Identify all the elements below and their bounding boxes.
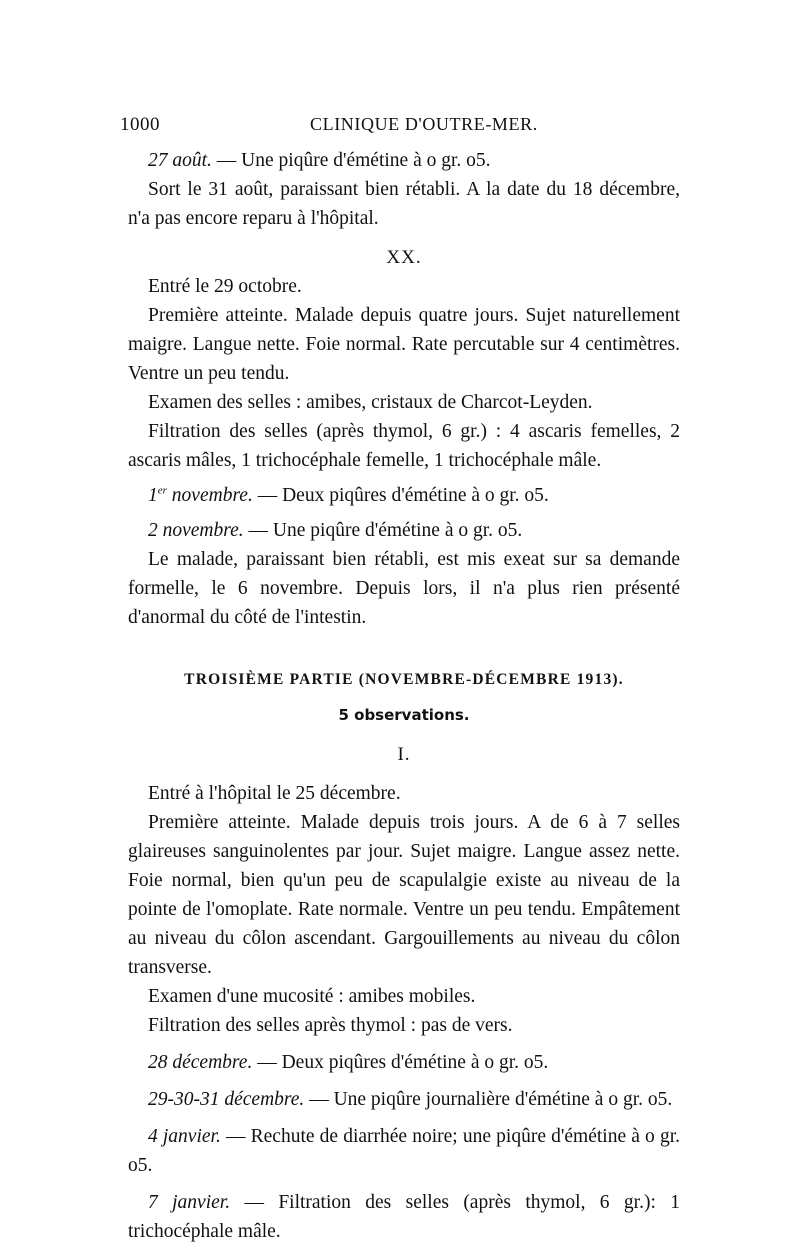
page-number: 1000 [120, 114, 160, 135]
paragraph: Examen des selles : amibes, cristaux de Charcot-Leyden. [148, 392, 593, 413]
paragraph: Première atteinte. Malade depuis trois jours. A de 6 à 7 selles glaireuses sanguinolentes par jour. Sujet maigre. Langue assez nette. Foie normal, bien qu'un peu de scapulalgie existe au niveau de la pointe de l'omoplate. Rate normale. Ventre un peu tendu. Empâtement au niveau du côlon ascendant. Gargouillements au niveau du côlon transverse. [128, 812, 680, 978]
entry-text: — Filtration des selles (après thymol, 6 gr.): 1 trichocéphale mâle. [128, 1192, 680, 1242]
paragraph: Le malade, paraissant bien rétabli, est mis exeat sur sa demande formelle, le 6 novembre. Depuis lors, il n'a plus rien présenté d'anormal du côté de l'intestin. [128, 549, 680, 628]
entry-date [148, 485, 253, 506]
page-header [120, 114, 680, 140]
page-body [128, 146, 680, 1246]
paragraph [128, 481, 680, 510]
paragraph: Première atteinte. Malade depuis quatre jours. Sujet naturellement maigre. Langue nette. Foie normal. Rate percutable sur 4 centimètres. Ventre un peu tendu. [128, 305, 680, 384]
entry-text: — Une piqûre journalière d'émétine à o gr. o5. [304, 1089, 673, 1110]
date-suffix: er [157, 484, 167, 497]
part-title: TROISIÈME PARTIE (NOVEMBRE-DÉCEMBRE 1913). [184, 671, 624, 688]
paragraph [128, 1085, 680, 1114]
paragraph [128, 1188, 680, 1246]
date-number: 1 [148, 485, 158, 506]
paragraph [128, 146, 680, 175]
paragraph [128, 1048, 680, 1077]
case-number-i: I. [397, 744, 411, 765]
entry-date: 27 août. [148, 150, 212, 171]
paragraph: Entré à l'hôpital le 25 décembre. [148, 783, 401, 804]
observations-count: 5 observations. [338, 706, 470, 724]
entry-text: — Une piqûre d'émétine à o gr. o5. [243, 520, 523, 541]
paragraph: Sort le 31 août, paraissant bien rétabli. A la date du 18 décembre, n'a pas encore reparu à l'hôpital. [128, 179, 680, 229]
paragraph: Filtration des selles (après thymol, 6 gr.) : 4 ascaris femelles, 2 ascaris mâles, 1 trichocéphale femelle, 1 trichocéphale mâle. [128, 421, 680, 471]
entry-date: 2 novembre. [148, 520, 244, 541]
entry-date: 7 janvier. [148, 1192, 231, 1213]
paragraph [128, 516, 680, 545]
paragraph: Filtration des selles après thymol : pas de vers. [148, 1015, 513, 1036]
date-month: novembre. [166, 485, 253, 506]
entry-text: — Rechute de diarrhée noire; une piqûre d'émétine à o gr. o5. [128, 1126, 680, 1176]
entry-text: — Deux piqûres d'émétine à o gr. o5. [252, 1052, 549, 1073]
entry-text: — Deux piqûres d'émétine à o gr. o5. [252, 485, 549, 506]
entry-date: 28 décembre. [148, 1052, 253, 1073]
paragraph [128, 1122, 680, 1180]
running-head: CLINIQUE D'OUTRE-MER. [310, 114, 538, 134]
paragraph: Entré le 29 octobre. [148, 276, 302, 297]
case-number-xx: XX. [386, 247, 422, 268]
paragraph: Examen d'une mucosité : amibes mobiles. [148, 986, 476, 1007]
entry-text: — Une piqûre d'émétine à o gr. o5. [211, 150, 491, 171]
entry-date: 29-30-31 décembre. [148, 1089, 305, 1110]
entry-date: 4 janvier. [148, 1126, 221, 1147]
